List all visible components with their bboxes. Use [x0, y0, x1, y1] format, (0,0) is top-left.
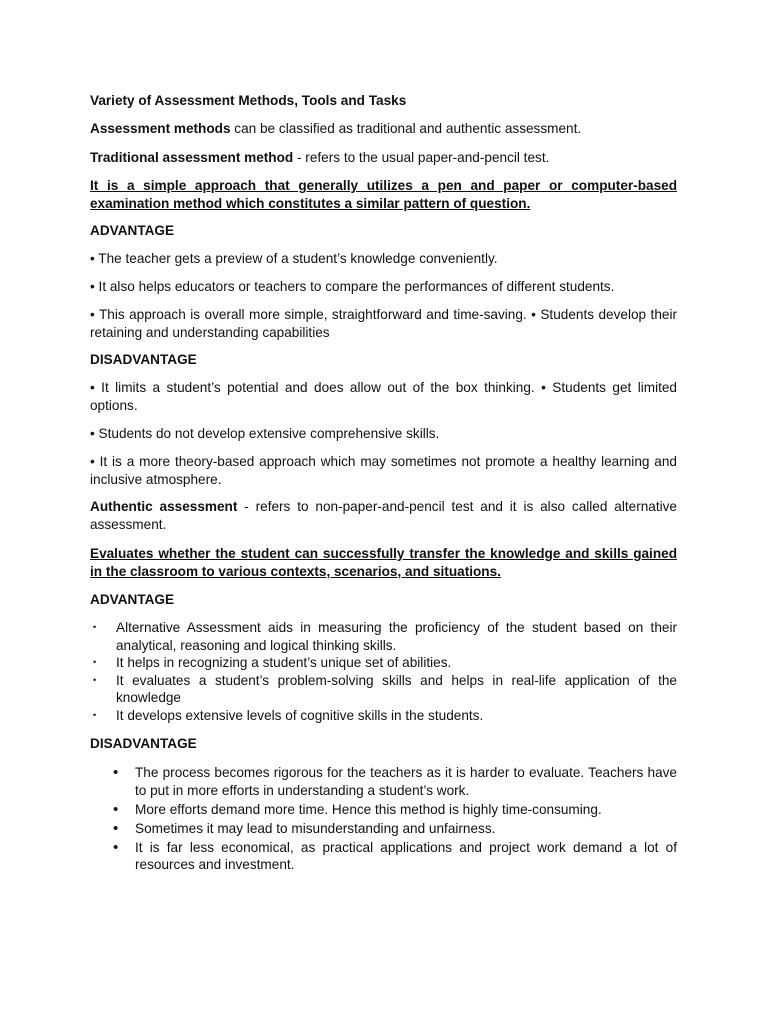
bullet-icon: • [93, 657, 97, 667]
bullet-icon: • [113, 800, 119, 818]
bullet-icon: • [113, 838, 119, 856]
assessment-methods-term: Assessment methods [90, 121, 231, 136]
bullet-icon: • [113, 819, 119, 837]
document-title: Variety of Assessment Methods, Tools and Tasks [90, 93, 407, 108]
authentic-definition [90, 498, 677, 533]
bullet-icon: • [93, 622, 97, 632]
traditional-disadvantage-item: • It limits a student’s potential and does allow out of the box thinking. • Students get limited options. [90, 380, 677, 413]
list-item: • The process becomes rigorous for the teachers as it is harder to evaluate. Teachers have to put in more efforts in understanding a student’s work. [113, 764, 677, 798]
traditional-advantage-item: • The teacher gets a preview of a student’s knowledge conveniently. [90, 251, 498, 266]
assessment-methods-text: can be classified as traditional and authentic assessment. [230, 121, 582, 136]
authentic-emphasis: Evaluates whether the student can successfully transfer the knowledge and skills gained in the classroom to various contexts, scenarios, and situations. [90, 546, 677, 579]
traditional-advantage-heading: ADVANTAGE [90, 223, 175, 238]
authentic-advantage-heading: ADVANTAGE [90, 592, 175, 607]
authentic-term: Authentic assessment [90, 499, 238, 514]
traditional-disadvantage-item: • Students do not develop extensive comprehensive skills. [90, 426, 440, 441]
list-item: • It is far less economical, as practical applications and project work demand a lot of resources and investment. [113, 838, 677, 872]
list-item: • Sometimes it may lead to misunderstanding and unfairness. [113, 819, 496, 837]
list-item: • More efforts demand more time. Hence this method is highly time-consuming. [113, 800, 602, 818]
traditional-term: Traditional assessment method [90, 150, 294, 165]
bullet-icon: • [93, 709, 97, 720]
authentic-disadvantage-list [109, 764, 677, 875]
list-item: • Alternative Assessment aids in measuring the proficiency of the student based on their analytical, reasoning and logical thinking skills. [93, 620, 677, 653]
traditional-disadvantage-item: • It is a more theory-based approach which may sometimes not promote a healthy learning and inclusive atmosphere. [90, 454, 677, 487]
list-item: • It helps in recognizing a student’s unique set of abilities. [93, 655, 452, 670]
traditional-advantage-item: • It also helps educators or teachers to compare the performances of different students. [90, 279, 615, 294]
traditional-text: - refers to the usual paper-and-pencil test. [293, 150, 550, 165]
traditional-disadvantage-heading: DISADVANTAGE [90, 352, 197, 367]
list-item: • It evaluates a student’s problem-solving skills and helps in real-life application of the knowledge [93, 672, 677, 705]
assessment-methods-paragraph [90, 120, 677, 138]
authentic-advantage-list [90, 619, 677, 724]
list-item: • It develops extensive levels of cognitive skills in the students. [93, 707, 484, 723]
bullet-icon: • [93, 674, 97, 685]
authentic-text: - refers to non-paper-and-pencil test and it is also called alternative assessment. [90, 499, 677, 532]
traditional-advantage-item: • This approach is overall more simple, straightforward and time-saving. • Students develop their retaining and understanding capabilities [90, 307, 677, 340]
authentic-disadvantage-heading: DISADVANTAGE [90, 736, 197, 751]
bullet-icon: • [113, 764, 119, 781]
traditional-definition [90, 149, 677, 167]
traditional-emphasis: It is a simple approach that generally utilizes a pen and paper or computer-based examination method which constitutes a similar pattern of question. [90, 178, 677, 211]
